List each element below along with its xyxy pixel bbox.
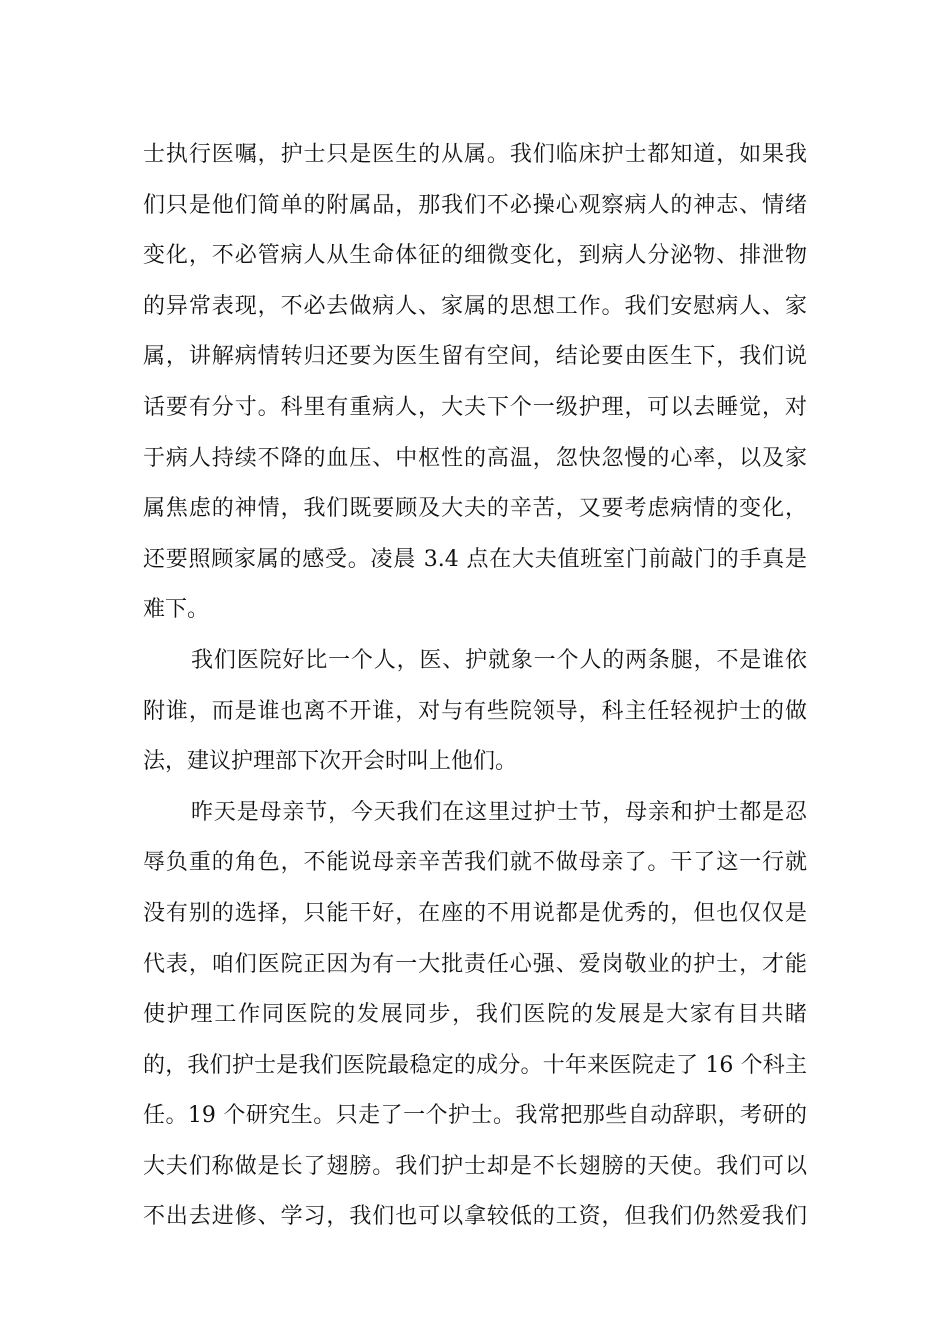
text-line: 变化，不必管病人从生命体征的细微变化，到病人分泌物、排泄物 [143,243,807,269]
document-body [143,130,807,1243]
paragraph-3 [143,788,807,1243]
text-line: 我们医院好比一个人，医、护就象一个人的两条腿，不是谁依 [191,647,807,673]
text-line: 的异常表现，不必去做病人、家属的思想工作。我们安慰病人、家 [143,293,807,319]
text-line: 士执行医嘱，护士只是医生的从属。我们临床护士都知道，如果我 [143,142,807,167]
paragraph-1 [143,130,807,636]
text-line: 大夫们称做是长了翅膀。我们护士却是不长翅膀的天使。我们可以 [143,1153,807,1179]
text-line: 还要照顾家属的感受。凌晨 3.4 点在大夫值班室门前敲门的手真是 [143,546,807,572]
text-line: 附谁，而是谁也离不开谁，对与有些院领导，科主任轻视护士的做 [143,698,807,724]
text-line: 辱负重的角色，不能说母亲辛苦我们就不做母亲了。干了这一行就 [143,850,807,876]
text-line: 难下。 [143,597,210,623]
text-line: 昨天是母亲节，今天我们在这里过护士节，母亲和护士都是忍 [191,799,807,825]
text-line: 属焦虑的神情，我们既要顾及大夫的辛苦，又要考虑病情的变化， [143,496,807,522]
text-line: 没有别的选择，只能干好，在座的不用说都是优秀的，但也仅仅是 [143,900,807,926]
text-line: 于病人持续不降的血压、中枢性的高温，忽快忽慢的心率，以及家 [143,445,807,471]
text-line: 代表，咱们医院正因为有一大批责任心强、爱岗敬业的护士，才能 [143,951,807,977]
paragraph-2 [143,636,807,788]
text-line: 属，讲解病情转归还要为医生留有空间，结论要由医生下，我们说 [143,344,807,370]
text-line: 话要有分寸。科里有重病人，大夫下个一级护理，可以去睡觉，对 [143,394,807,420]
text-line: 不出去进修、学习，我们也可以拿较低的工资，但我们仍然爱我们 [143,1204,807,1230]
text-line: 们只是他们简单的附属品，那我们不必操心观察病人的神志、情绪 [143,192,807,218]
text-line: 的，我们护士是我们医院最稳定的成分。十年来医院走了 16 个科主 [143,1052,807,1078]
text-line: 使护理工作同医院的发展同步，我们医院的发展是大家有目共睹 [143,1002,807,1028]
text-line: 法，建议护理部下次开会时叫上他们。 [143,749,518,775]
text-line: 任。19 个研究生。只走了一个护士。我常把那些自动辞职，考研的 [143,1103,807,1129]
